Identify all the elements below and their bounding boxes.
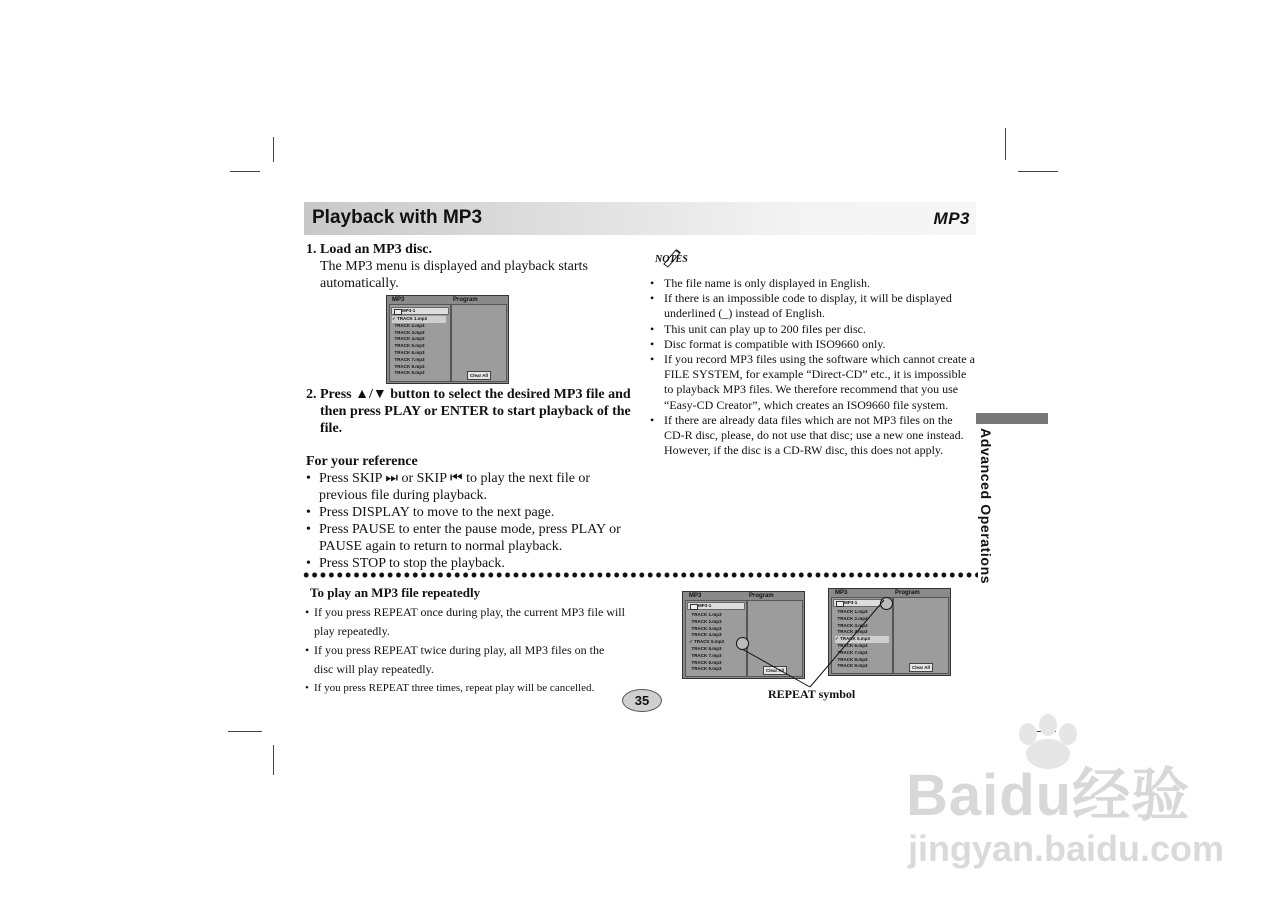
step-1-text: The MP3 menu is displayed and playback starts automatically. <box>320 259 588 291</box>
clear-all-button: Clear All <box>467 371 491 380</box>
track-item: TRACK 9.mp3 <box>394 370 425 376</box>
section-title-bar <box>304 202 976 235</box>
folder-item: MP3-1 <box>687 602 745 610</box>
program-label: Program <box>453 297 478 303</box>
side-label: Advanced Operations <box>978 428 994 585</box>
list-item: • If you press REPEAT twice during play, all MP3 files on the disc will play repeatedly. <box>305 641 625 679</box>
step-2 <box>306 386 636 437</box>
crop-mark <box>273 745 274 775</box>
clear-all-button: Clear All <box>909 663 933 672</box>
crop-mark <box>1018 171 1058 172</box>
list-item: • Disc format is compatible with ISO9660 only. <box>650 337 976 352</box>
dotted-divider <box>302 571 978 579</box>
track-item: TRACK 7.mp3 <box>837 649 868 655</box>
mp3-menu-screen <box>386 295 509 384</box>
track-item: TRACK 2.mp3 <box>691 618 722 624</box>
program-label: Program <box>895 590 920 596</box>
mp3-label: MP3 <box>392 297 405 303</box>
track-item: TRACK 3.mp3 <box>394 329 425 335</box>
mp3-logo: MP3 <box>933 209 970 228</box>
notes-section <box>650 276 976 458</box>
reference-section <box>306 453 628 572</box>
track-item: ✓ TRACK 5.mp3 <box>835 636 889 643</box>
track-item: TRACK 8.mp3 <box>837 656 868 662</box>
step-1 <box>306 241 626 292</box>
track-list <box>392 316 446 377</box>
mp3-label: MP3 <box>835 590 848 596</box>
track-item: TRACK 6.mp3 <box>394 349 425 355</box>
repeat-list <box>305 603 625 698</box>
program-label: Program <box>749 593 774 599</box>
track-item: TRACK 7.mp3 <box>691 652 722 658</box>
reference-heading: For your reference <box>306 454 418 469</box>
track-item: TRACK 4.mp3 <box>691 632 722 638</box>
list-item: • Press PAUSE to enter the pause mode, press PLAY or PAUSE again to return to normal playback. <box>306 521 628 555</box>
crop-mark <box>230 171 260 172</box>
crop-mark <box>228 731 262 732</box>
track-item: TRACK 4.mp3 <box>394 336 425 342</box>
repeat-heading: To play an MP3 file repeatedly <box>310 585 481 600</box>
list-item: • If there are already data files which are not MP3 files on the CD-R disc, please, do not use that disc; use a new one instead. However, if the disc is a CD-RW disc, this does not apply. <box>650 413 976 459</box>
track-item: TRACK 6.mp3 <box>837 642 868 648</box>
step-1-heading: 1. Load an MP3 disc. <box>306 242 433 257</box>
repeat-symbol-caption: REPEAT symbol <box>768 687 856 701</box>
side-tab <box>976 413 1048 424</box>
crop-mark <box>273 137 274 162</box>
track-item: TRACK 4.mp3 <box>837 629 868 635</box>
page-number: 35 <box>622 689 662 712</box>
list-item: • The file name is only displayed in English. <box>650 276 976 291</box>
track-item: TRACK 9.mp3 <box>691 666 722 672</box>
page-title: Playback with MP3 <box>312 207 483 228</box>
list-item: • If there is an impossible code to display, it will be displayed underlined (_) instead of English. <box>650 291 976 321</box>
folder-item: MP3-1 <box>833 599 891 607</box>
list-item: • Press DISPLAY to move to the next page. <box>306 504 628 521</box>
baidu-watermark <box>906 714 1225 869</box>
folder-item: MP3-1 <box>391 307 449 315</box>
list-item: • This unit can play up to 200 files per disc. <box>650 322 976 337</box>
baidu-brand: Baidu经验 <box>906 763 1191 828</box>
track-item: ✓ TRACK 5.mp3 <box>689 639 725 645</box>
track-item: TRACK 7.mp3 <box>394 356 425 362</box>
step-2-heading: 2. Press ▲/▼ button to select the desired MP3 file and then press PLAY or ENTER to start playback of the file. <box>306 387 631 436</box>
track-item: TRACK 2.mp3 <box>394 322 425 328</box>
track-item: TRACK 1.mp3 <box>691 612 722 617</box>
track-item: TRACK 9.mp3 <box>837 663 868 669</box>
reference-list <box>306 470 628 572</box>
track-item: TRACK 3.mp3 <box>837 622 868 628</box>
track-item: TRACK 3.mp3 <box>691 625 722 631</box>
track-item: ✓ TRACK 1.mp3 <box>392 316 446 323</box>
list-item: • If you press REPEAT once during play, the current MP3 file will play repeatedly. <box>305 603 625 641</box>
list-item: • Press SKIP ⏭ or SKIP ⏮ to play the next file or previous file during playback. <box>306 470 628 504</box>
track-item: TRACK 8.mp3 <box>691 659 722 665</box>
track-item: TRACK 1.mp3 <box>837 609 868 614</box>
repeat-section <box>305 603 625 698</box>
clear-all-button: Clear All <box>763 666 787 675</box>
track-item: TRACK 8.mp3 <box>394 363 425 369</box>
notes-list <box>650 276 976 458</box>
baidu-url: jingyan.baidu.com <box>908 828 1225 869</box>
crop-mark <box>1005 128 1006 160</box>
pointer-lines <box>730 595 890 690</box>
list-item: • If you record MP3 files using the software which cannot create a FILE SYSTEM, for example “Direct-CD” etc., it is impossible to playback MP3 files. We therefore recommend that you use “Easy-CD Creator”, which creates an ISO9660 file system. <box>650 352 976 413</box>
track-item: TRACK 5.mp3 <box>394 343 425 349</box>
list-item: • Press STOP to stop the playback. <box>306 555 628 572</box>
track-item: TRACK 2.mp3 <box>837 615 868 621</box>
track-item: TRACK 6.mp3 <box>691 645 722 651</box>
mp3-label: MP3 <box>689 593 702 599</box>
notes-label: NOTES <box>655 254 688 265</box>
list-item: • If you press REPEAT three times, repeat play will be cancelled. <box>305 679 625 698</box>
